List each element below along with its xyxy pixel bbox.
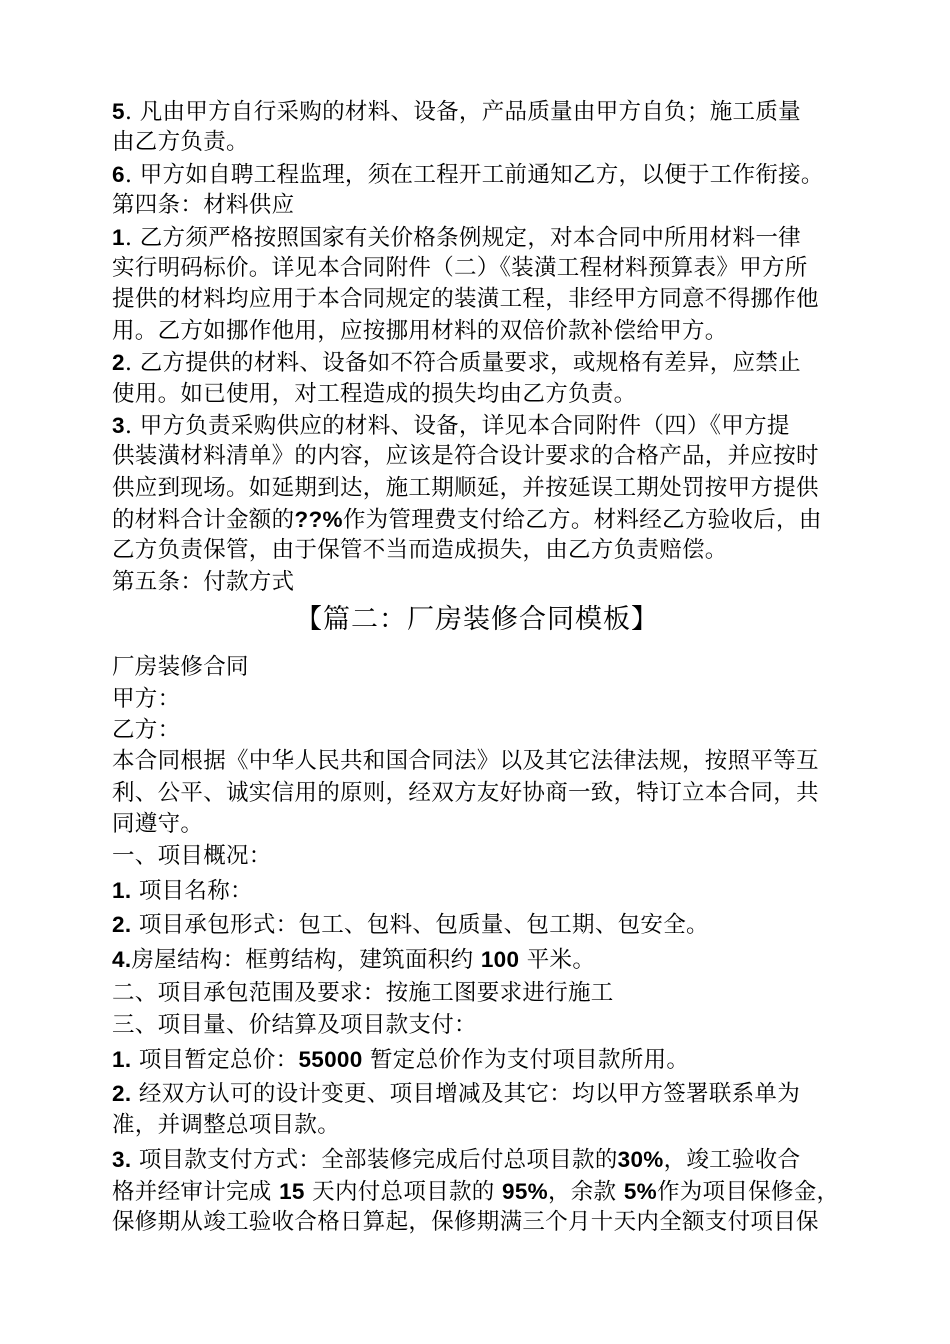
clause-number: 3.	[112, 1147, 132, 1173]
preamble-line-1: 本合同根据《中华人民共和国合同法》以及其它法律法规，按照平等互	[112, 748, 819, 775]
clause-number: 2	[112, 350, 125, 376]
text-segment: 作为管理费支付给乙方。材料经乙方验收后，由	[342, 507, 822, 534]
article-4-title: 第四条：材料供应	[112, 192, 295, 219]
a4-item-2-line-2: 使用。如已使用，对工程造成的损失均由乙方负责。	[112, 380, 637, 407]
days-value: 15	[279, 1178, 305, 1204]
a4-item-1-line-2: 实行明码标价。详见本合同附件（二）《装潢工程材料预算表》甲方所	[112, 254, 808, 281]
p3-item-3-line-3: 保修期从竣工验收合格日算起，保修期满三个月十天内全额支付项目保	[112, 1208, 819, 1235]
text-segment: 平米。	[519, 946, 596, 973]
p1-item-4	[112, 944, 842, 975]
a4-item-1-line-3: 提供的材料均应用于本合同规定的装潢工程，非经甲方同意不得挪作他	[112, 286, 819, 313]
p3-item-2-line-2: 准，并调整总项目款。	[112, 1111, 341, 1138]
clause-number: 2.	[112, 912, 132, 938]
text-segment: 房屋结构：框剪结构，建筑面积约	[131, 946, 481, 973]
clause-number: 3	[112, 412, 125, 438]
p1-item-1	[112, 875, 842, 906]
a4-item-1-line-4: 用。乙方如挪作他用，应按挪用材料的双倍价款补偿给甲方。	[112, 317, 728, 344]
text-segment: 项目暂定总价：	[131, 1046, 299, 1073]
text-segment: 暂定总价作为支付项目款所用。	[362, 1046, 690, 1073]
clause-text: . 乙方提供的材料、设备如不符合质量要求，或规格有差异，应禁止	[124, 350, 801, 377]
area-value: 100	[480, 946, 520, 972]
clause-text: . 甲方如自聘工程监理，须在工程开工前通知乙方，以便于工作衔接。	[124, 161, 824, 188]
a4-item-3-line-1	[112, 410, 842, 441]
contract-title: 厂房装修合同	[112, 654, 249, 681]
total-price-value: 55000	[298, 1046, 363, 1072]
clause-text: 项目承包形式：包工、包料、包质量、包工期、包安全。	[131, 912, 709, 939]
a4-item-3-line-5: 乙方负责保管，由于保管不当而造成损失，由乙方负责赔偿。	[112, 537, 728, 564]
payment-percent: 95%	[502, 1178, 548, 1204]
text-segment: ，竣工验收合	[663, 1147, 801, 1174]
clause-text: . 凡由甲方自行采购的材料、设备，产品质量由甲方自负；施工质量	[124, 99, 801, 125]
p3-item-3-line-1	[112, 1144, 842, 1175]
clause-6-line-1	[112, 159, 842, 190]
a4-item-2-line-1	[112, 347, 842, 378]
clause-text: 项目名称：	[131, 877, 253, 904]
payment-percent: 30%	[617, 1147, 664, 1173]
text-segment: ，余款	[547, 1178, 624, 1205]
preamble-line-3: 同遵守。	[112, 811, 204, 838]
text-segment: 项目款支付方式：全部装修完成后付总项目款的	[131, 1147, 618, 1174]
a4-item-3-line-4	[112, 504, 842, 535]
clause-text: . 甲方负责采购供应的材料、设备，详见本合同附件（四）《甲方提	[124, 412, 790, 439]
clause-number: 2.	[112, 1081, 132, 1107]
clause-5-line-2: 由乙方负责。	[112, 129, 249, 156]
clause-5-line-1	[112, 96, 842, 127]
clause-number: 5	[112, 99, 125, 124]
part-1-title: 一、项目概况：	[112, 842, 272, 869]
text-segment: 格并经审计完成	[112, 1178, 280, 1205]
text-segment: 作为项目保修金，	[656, 1178, 840, 1205]
clause-text: . 乙方须严格按照国家有关价格条例规定，对本合同中所用材料一律	[124, 224, 801, 251]
preamble-line-2: 利、公平、诚实信用的原则，经双方友好协商一致，特订立本合同，共	[112, 779, 819, 806]
a4-item-3-line-3: 供应到现场。如延期到达，施工期顺延，并按延误工期处罚按甲方提供	[112, 474, 819, 501]
party-a-label: 甲方：	[112, 685, 181, 712]
a4-item-3-line-2: 供装潢材料清单》的内容，应该是符合设计要求的合格产品，并应按时	[112, 443, 819, 470]
section-heading: 【篇二：厂房装修合同模板】	[295, 604, 659, 636]
part-3-title: 三、项目量、价结算及项目款支付：	[112, 1011, 477, 1038]
p1-item-2	[112, 909, 842, 940]
clause-number: 1.	[112, 877, 132, 903]
part-2-title: 二、项目承包范围及要求：按施工图要求进行施工	[112, 980, 614, 1007]
clause-number: 4.	[112, 946, 132, 972]
p3-item-3-line-2	[112, 1176, 842, 1207]
a4-item-1-line-1	[112, 222, 842, 253]
p3-item-1	[112, 1044, 842, 1075]
text-segment: 的材料合计金额的	[112, 507, 295, 534]
p3-item-2-line-1	[112, 1078, 842, 1109]
retention-percent: 5%	[623, 1178, 657, 1204]
clause-text: 经双方认可的设计变更、项目增减及其它：均以甲方签署联系单为	[131, 1081, 801, 1108]
article-5-title: 第五条：付款方式	[112, 568, 295, 595]
clause-number: 1.	[112, 1046, 132, 1072]
clause-number: 6	[112, 161, 125, 187]
document-page	[112, 96, 842, 1238]
text-segment: 天内付总项目款的	[304, 1178, 503, 1205]
fee-percent: ??%	[294, 507, 343, 533]
clause-number: 1	[112, 224, 125, 250]
party-b-label: 乙方：	[112, 717, 181, 744]
